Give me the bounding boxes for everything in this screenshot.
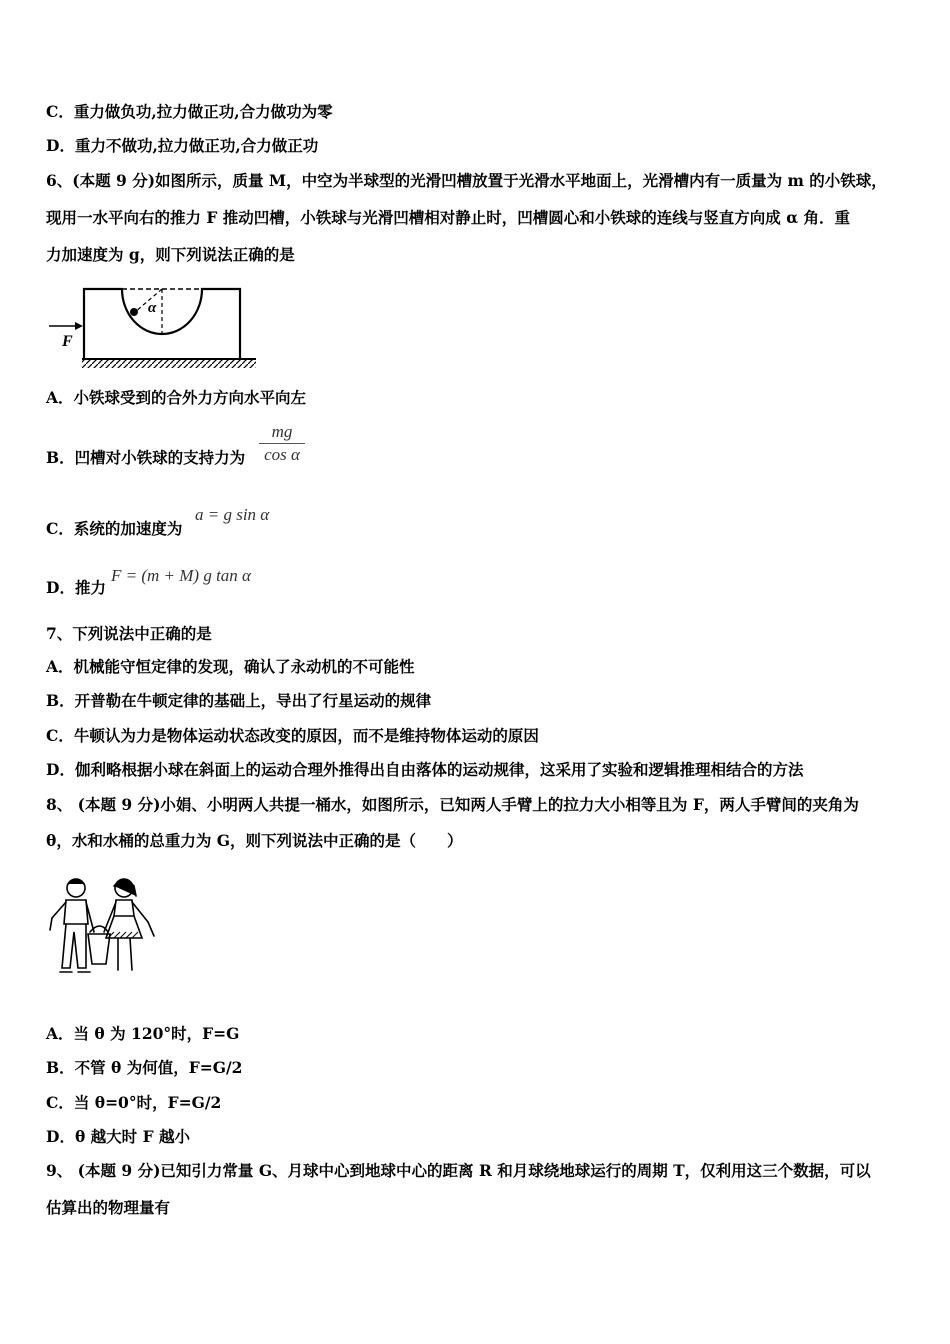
- q5-option-c: C．重力做负功,拉力做正功,合力做功为零: [46, 102, 333, 121]
- force-label: F: [62, 333, 73, 350]
- q7-option-b: B．开普勒在牛顿定律的基础上，导出了行星运动的规律: [46, 691, 432, 710]
- groove-figure: [44, 280, 259, 375]
- q8-option-b: B．不管 θ 为何值，F=G/2: [46, 1058, 243, 1077]
- q8-option-d: D．θ 越大时 F 越小: [46, 1127, 190, 1146]
- q6-option-d: D．推力: [46, 578, 106, 597]
- q6-option-b-fraction: [259, 422, 305, 465]
- q6-option-b: B．凹槽对小铁球的支持力为: [46, 448, 246, 467]
- q8-option-a: A．当 θ 为 120°时，F=G: [46, 1024, 240, 1043]
- q9-stem-line2: 估算出的物理量有: [46, 1198, 171, 1217]
- fraction-denominator: cos α: [264, 445, 300, 464]
- q6-stem-line3: 力加速度为 g，则下列说法正确的是: [46, 245, 295, 264]
- angle-label: α: [148, 300, 157, 316]
- q6-option-c: C．系统的加速度为: [46, 519, 183, 538]
- q8-option-c: C．当 θ=0°时，F=G/2: [46, 1093, 222, 1112]
- q5-option-d: D．重力不做功,拉力做正功,合力做正功: [46, 136, 319, 155]
- q7-option-c: C．牛顿认为力是物体运动状态改变的原因，而不是维持物体运动的原因: [46, 726, 539, 745]
- q6-stem-line1: 6、(本题 9 分)如图所示，质量 M，中空为半球型的光滑凹槽放置于光滑水平地面上，光滑槽内有一质量为 m 的小铁球，: [46, 171, 887, 190]
- q6-option-c-formula: a = g sin α: [195, 505, 270, 524]
- fraction-numerator: mg: [259, 422, 305, 444]
- q8-stem-line1: 8、 (本题 9 分)小娟、小明两人共提一桶水，如图所示，已知两人手臂上的拉力大小相等且为 F，两人手臂间的夹角为: [46, 795, 859, 814]
- q9-stem-line1: 9、 (本题 9 分)已知引力常量 G、月球中心到地球中心的距离 R 和月球绕地球运行的周期 T，仅利用这三个数据，可以: [46, 1161, 871, 1180]
- children-bucket-figure: [44, 872, 158, 980]
- q7-stem: 7、下列说法中正确的是: [46, 624, 212, 643]
- q6-option-a: A．小铁球受到的合外力方向水平向左: [46, 388, 307, 407]
- q6-stem-line2: 现用一水平向右的推力 F 推动凹槽，小铁球与光滑凹槽相对静止时，凹槽圆心和小铁球的连线与竖直方向成 α 角．重: [46, 208, 851, 227]
- iron-ball: [130, 308, 138, 316]
- q8-stem-line2: θ，水和水桶的总重力为 G，则下列说法中正确的是（ ）: [46, 831, 463, 850]
- q7-option-d: D．伽利略根据小球在斜面上的运动合理外推得出自由落体的运动规律，这采用了实验和逻辑推理相结合的方法: [46, 760, 804, 779]
- q6-option-d-formula: F = (m + M) g tan α: [111, 566, 251, 585]
- q7-option-a: A．机械能守恒定律的发现，确认了永动机的不可能性: [46, 657, 415, 676]
